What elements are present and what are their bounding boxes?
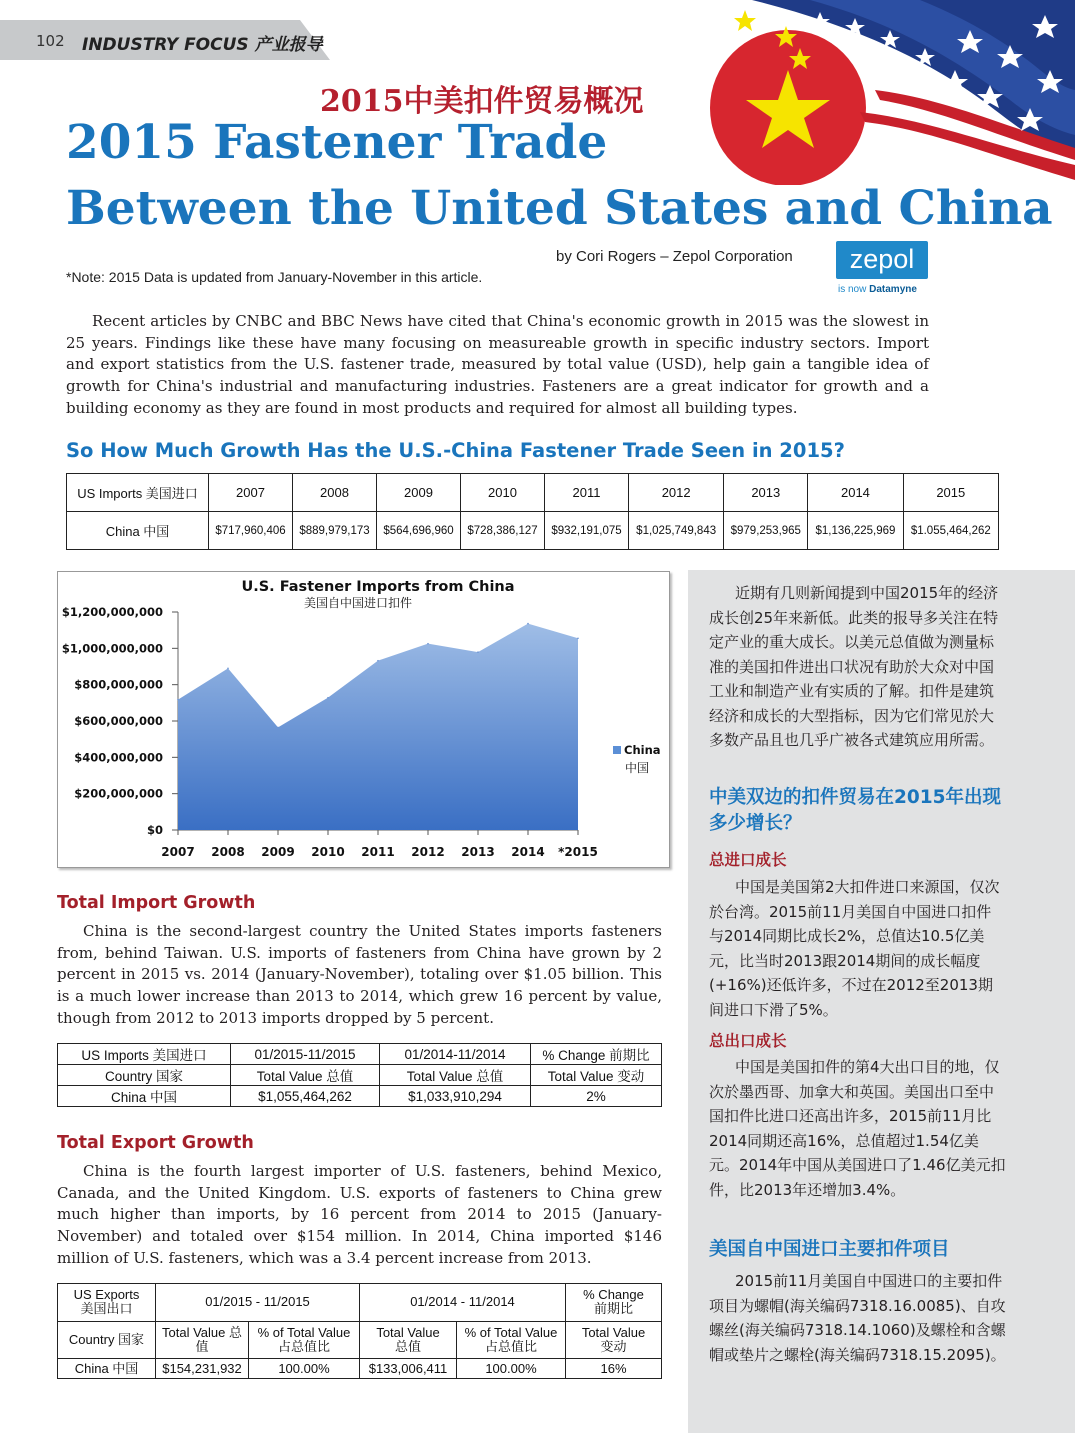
y-tick-label: $600,000,000	[74, 714, 163, 728]
x-tick-label: 2011	[361, 845, 395, 859]
chart-subtitle: 美国自中国进口扣件	[303, 596, 413, 610]
chart-frame	[57, 571, 670, 868]
table-row	[58, 1065, 662, 1086]
table-header: % Change 前期比	[531, 1044, 662, 1065]
x-tick-label: 2009	[261, 845, 295, 859]
table-cell: Total Value 变动	[566, 1321, 662, 1359]
y-tick-label: $400,000,000	[74, 750, 163, 765]
imports-by-year-table	[66, 473, 999, 550]
table-row	[58, 1359, 662, 1379]
x-tick-label: 2010	[311, 845, 345, 859]
year-cell: 2012	[629, 474, 724, 512]
x-tick-label: 2008	[211, 845, 245, 859]
sidebar-paragraph: 中国是美国扣件的第4大出口目的地，仅次於墨西哥、加拿大和英国。美国出口至中国扣件比进口还高出许多，2015前11月比2014同期还高16%，总值超过1.54亿美元。2014年中国从美国进口了1.46亿美元扣件，比2013年还增加3.4%。	[709, 1058, 1006, 1199]
export-table	[57, 1283, 662, 1379]
year-cell: 2015	[903, 474, 998, 512]
export-growth-paragraph: China is the fourth largest importer of U.S. fasteners, behind Mexico, Canada, and the United Kingdom. U.S. exports of fasteners to China grew much higher than imports, by 16 percent from 2014 to 2015 (January-November) and totaled over $154 million. In 2014, China imported $146 million of U.S. fasteners, which was a 3.4 percent increase from 2013.	[57, 1162, 662, 1267]
y-tick-label: $1,000,000,000	[61, 641, 163, 656]
logo-subtitle: is now Datamyne	[838, 284, 917, 295]
area-chart	[58, 572, 669, 867]
table-cell: % of Total Value 占总值比	[457, 1321, 566, 1359]
table-cell: Total Value 总值	[231, 1065, 380, 1086]
table-cell: Total Value 总值	[380, 1065, 531, 1086]
data-point	[477, 651, 479, 653]
title-english-line2: Between the United States and China	[66, 181, 1053, 236]
table-row	[58, 1044, 662, 1065]
sidebar-paragraph: 近期有几则新闻提到中国2015年的经济成长创25年来新低。此类的报导多关注在特定产业的重大成长。以美元总值做为测量标准的美国扣件进出口状况有助於大众对中国工业和制造产业有实质的了解。扣件是建筑经济和成长的大型指标，因为它们常见於大多数产品且也几乎广被各式建筑应用所需。	[709, 584, 999, 749]
value-cell: $564,696,960	[377, 512, 461, 550]
table-cell: 2%	[531, 1086, 662, 1107]
data-point	[527, 623, 529, 625]
data-point	[427, 643, 429, 645]
table-cell: 100.00%	[457, 1359, 566, 1379]
intro-paragraph: Recent articles by CNBC and BBC News have cited that China's economic growth in 2015 was the slowest in 25 years. Findings like these have many focusing on measureable growth in specific industry sectors. Import and export statistics from the U.S. fastener trade, measured by total value (USD), help gain a tangible idea of growth for China's industrial and manufacturing industries. Fasteners are a great indicator for growth and a building economy as they are found in most products and required for almost all building types.	[66, 312, 929, 417]
table-header: 01/2015 - 11/2015	[156, 1284, 360, 1322]
table-cell: % of Total Value 占总值比	[249, 1321, 360, 1359]
sidebar-paragraph: 2015前11月美国自中国进口的主要扣件项目为螺帽(海关编码7318.16.0085)、自攻螺丝(海关编码7318.14.1060)及螺栓和含螺帽或垫片之螺栓(海关编码7318.15.2095)。	[709, 1272, 1006, 1364]
year-cell: 2010	[461, 474, 545, 512]
note: *Note: 2015 Data is updated from January-November in this article.	[66, 269, 483, 285]
table-cell: Total Value 变动	[531, 1065, 662, 1086]
sidebar-heading: 美国自中国进口主要扣件项目	[709, 1239, 950, 1260]
table-cell: Country 国家	[58, 1065, 231, 1086]
table-cell: Country 国家	[58, 1321, 156, 1359]
import-compare-table	[57, 1043, 662, 1107]
year-cell: 2014	[808, 474, 903, 512]
title-english-line1: 2015 Fastener Trade	[66, 115, 608, 170]
data-point	[327, 697, 329, 699]
value-cell: $1,025,749,843	[629, 512, 724, 550]
table-row	[58, 1321, 662, 1359]
table-cell: Total Value 总值	[360, 1321, 457, 1359]
value-cell: $717,960,406	[209, 512, 293, 550]
chart-title: U.S. Fastener Imports from China	[241, 579, 515, 595]
table-row	[67, 512, 999, 550]
table-header: % Change 前期比	[566, 1284, 662, 1322]
data-point	[277, 727, 279, 729]
value-cell: $1.055,464,262	[903, 512, 998, 550]
value-cell: $1,136,225,969	[808, 512, 903, 550]
y-tick-label: $800,000,000	[74, 677, 163, 692]
table-cell: $154,231,932	[156, 1359, 249, 1379]
value-cell: $728,386,127	[461, 512, 545, 550]
sidebar-subheading: 总进口成长	[709, 851, 787, 869]
page-number: 102	[36, 32, 65, 50]
year-cell: 2011	[545, 474, 629, 512]
table-cell: $1,033,910,294	[380, 1086, 531, 1107]
value-cell: $932,191,075	[545, 512, 629, 550]
zepol-logo: zepol	[836, 241, 928, 279]
table-cell: $133,006,411	[360, 1359, 457, 1379]
table-cell: Total Value 总 值	[156, 1321, 249, 1359]
title-chinese: 2015中美扣件贸易概况	[320, 84, 644, 119]
table-row	[58, 1086, 662, 1107]
section-label: INDUSTRY FOCUS 产业报导	[82, 35, 323, 55]
year-cell: 2009	[377, 474, 461, 512]
table-cell: $1,055,464,262	[231, 1086, 380, 1107]
x-tick-label: 2012	[411, 845, 445, 859]
sidebar-subheading: 总出口成长	[709, 1032, 787, 1050]
y-tick-label: $200,000,000	[74, 786, 163, 801]
data-point	[577, 637, 579, 639]
table-cell: China 中国	[58, 1359, 156, 1379]
legend-swatch	[613, 746, 621, 754]
table-header: US Exports 美国出口	[58, 1284, 156, 1322]
year-cell: 2008	[293, 474, 377, 512]
sidebar-heading: 中美双边的扣件贸易在2015年出现多少增长？	[709, 787, 1001, 834]
import-growth-paragraph: China is the second-largest country the United States imports fasteners from, behind Taiwan. U.S. imports of fasteners from China have grown by 2 percent in 2015 vs. 2014 (January-November), totaling over $1.05 billion. This is a much lower increase than 2013 to 2014, which grew 16 percent by value, though from 2012 to 2013 imports dropped by 5 percent.	[57, 922, 662, 1027]
legend-label: China	[624, 743, 661, 757]
byline: by Cori Rogers – Zepol Corporation	[556, 248, 793, 265]
y-tick-label: $0	[146, 823, 163, 837]
x-tick-label: *2015	[558, 845, 598, 859]
y-tick-label: $1,200,000,000	[61, 605, 163, 619]
data-point	[377, 660, 379, 662]
table-header: US Imports 美国进口	[58, 1044, 231, 1065]
question-heading: So How Much Growth Has the U.S.-China Fastener Trade Seen in 2015?	[66, 439, 845, 462]
table-cell: China 中国	[58, 1086, 231, 1107]
value-cell: $889,979,173	[293, 512, 377, 550]
import-growth-heading: Total Import Growth	[57, 893, 256, 913]
table-row	[58, 1284, 662, 1322]
year-cell: 2013	[724, 474, 808, 512]
row-label: China 中国	[67, 512, 209, 550]
export-growth-heading: Total Export Growth	[57, 1133, 254, 1153]
data-point	[227, 668, 229, 670]
table-header-label: US Imports 美国进口	[67, 474, 209, 512]
table-row	[67, 474, 999, 512]
small-star-icon	[734, 10, 756, 31]
x-tick-label: 2013	[461, 845, 495, 859]
flag-artwork	[690, 0, 1075, 185]
table-header: 01/2014 - 11/2014	[360, 1284, 566, 1322]
table-header: 01/2015-11/2015	[231, 1044, 380, 1065]
value-cell: $979,253,965	[724, 512, 808, 550]
x-tick-label: 2007	[161, 845, 195, 859]
area-series-china	[178, 624, 578, 830]
table-cell: 16%	[566, 1359, 662, 1379]
sidebar-paragraph: 中国是美国第2大扣件进口来源国，仅次於台湾。2015前11月美国自中国进口扣件与2014同期比成长2%，总值达10.5亿美元，比当时2013跟2014期间的成长幅度(+16%)还低许多，不过在2012至2013期间进口下滑了5%。	[709, 878, 1000, 1019]
table-cell: 100.00%	[249, 1359, 360, 1379]
data-point	[177, 699, 179, 701]
legend-label-cn: 中国	[625, 761, 650, 775]
x-tick-label: 2014	[511, 845, 545, 859]
year-cell: 2007	[209, 474, 293, 512]
table-header: 01/2014-11/2014	[380, 1044, 531, 1065]
